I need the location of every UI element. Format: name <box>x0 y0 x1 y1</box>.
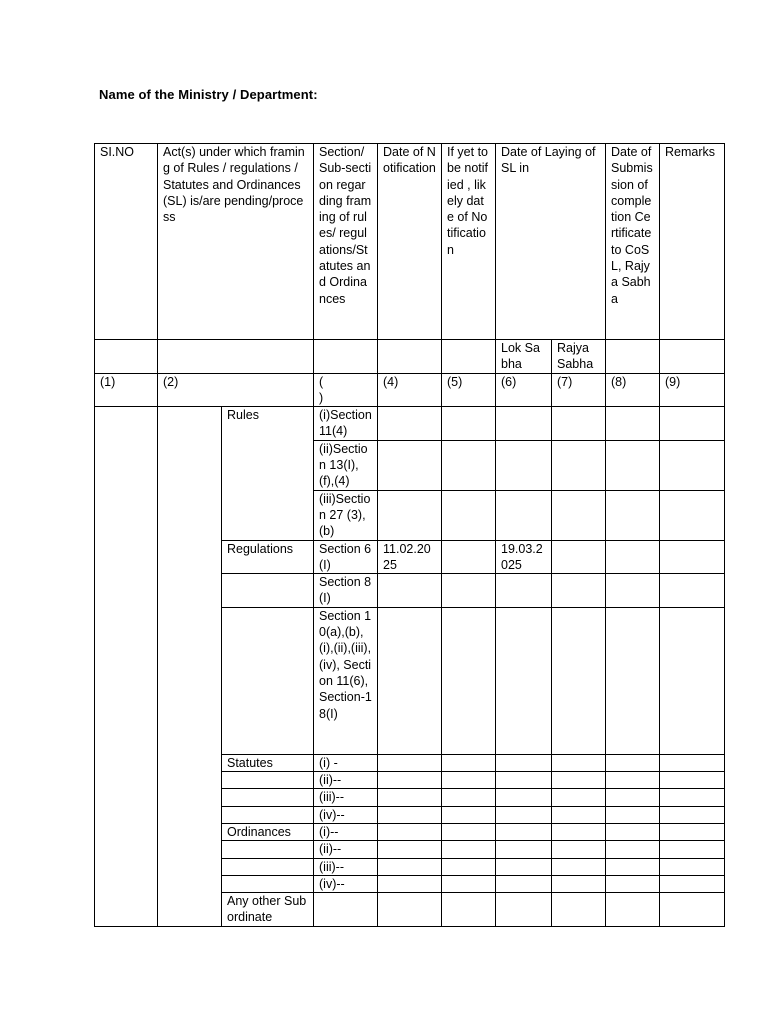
header-rajya-sabha: Rajya Sabha <box>552 340 606 374</box>
section-cell: (iv)-- <box>314 875 378 892</box>
header-acts: Act(s) under which framing of Rules / regulations / Statutes and Ordinances (SL) is/are pending/process <box>158 144 314 340</box>
section-cell: (i)Section 11(4) <box>314 407 378 441</box>
section-cell: (i) - <box>314 754 378 771</box>
header-remarks: Remarks <box>660 144 725 340</box>
date-notification-cell: 11.02.2025 <box>378 540 442 574</box>
section-cell: Section 6(I) <box>314 540 378 574</box>
header-section: Section/ Sub-section regarding framing of rules/ regulations/Statutes and Ordinances <box>314 144 378 340</box>
category-other: Any other Subordinate <box>222 893 314 927</box>
column-number: (4) <box>378 373 442 407</box>
column-number: (9) <box>660 373 725 407</box>
section-cell: (iii)-- <box>314 858 378 875</box>
category-ordinances: Ordinances <box>222 823 314 840</box>
section-cell: (iii)-- <box>314 789 378 806</box>
section-cell: (ii)Section 13(I),(f),(4) <box>314 440 378 490</box>
sl-no-cell <box>95 407 158 927</box>
section-cell: (ii)-- <box>314 841 378 858</box>
header-lok-sabha: Lok Sabha <box>496 340 552 374</box>
category-regulations: Regulations <box>222 540 314 574</box>
section-cell: Section 8(I) <box>314 574 378 608</box>
column-number: (5) <box>442 373 496 407</box>
table-row <box>95 407 725 441</box>
section-cell: Section 10(a),(b),(i),(ii),(iii),(iv), Section 11(6),Section-18(I) <box>314 607 378 754</box>
column-number: (8) <box>606 373 660 407</box>
subordinate-legislation-table <box>94 143 725 927</box>
column-number: (7) <box>552 373 606 407</box>
section-cell: (i)-- <box>314 823 378 840</box>
column-number: ( ) <box>314 373 378 407</box>
ministry-title: Name of the Ministry / Department: <box>99 87 318 102</box>
column-number-row <box>95 373 725 407</box>
section-cell: (iv)-- <box>314 806 378 823</box>
column-number: (2) <box>158 373 314 407</box>
section-cell: (ii)-- <box>314 772 378 789</box>
header-date-notification: Date of Notification <box>378 144 442 340</box>
act-cell <box>158 407 222 927</box>
header-sl-no: SI.NO <box>95 144 158 340</box>
section-cell: (iii)Section 27 (3),(b) <box>314 490 378 540</box>
header-if-yet-notified: If yet to be notified , likely date of Notification <box>442 144 496 340</box>
lok-sabha-date-cell: 19.03.2025 <box>496 540 552 574</box>
header-date-submission: Date of Submission of completion Certificate to CoSL, Rajya Sabha <box>606 144 660 340</box>
column-number: (6) <box>496 373 552 407</box>
column-number: (1) <box>95 373 158 407</box>
subheader-row <box>95 340 725 374</box>
category-statutes: Statutes <box>222 754 314 771</box>
header-date-laying: Date of Laying of SL in <box>496 144 606 340</box>
header-row <box>95 144 725 340</box>
category-rules: Rules <box>222 407 314 540</box>
